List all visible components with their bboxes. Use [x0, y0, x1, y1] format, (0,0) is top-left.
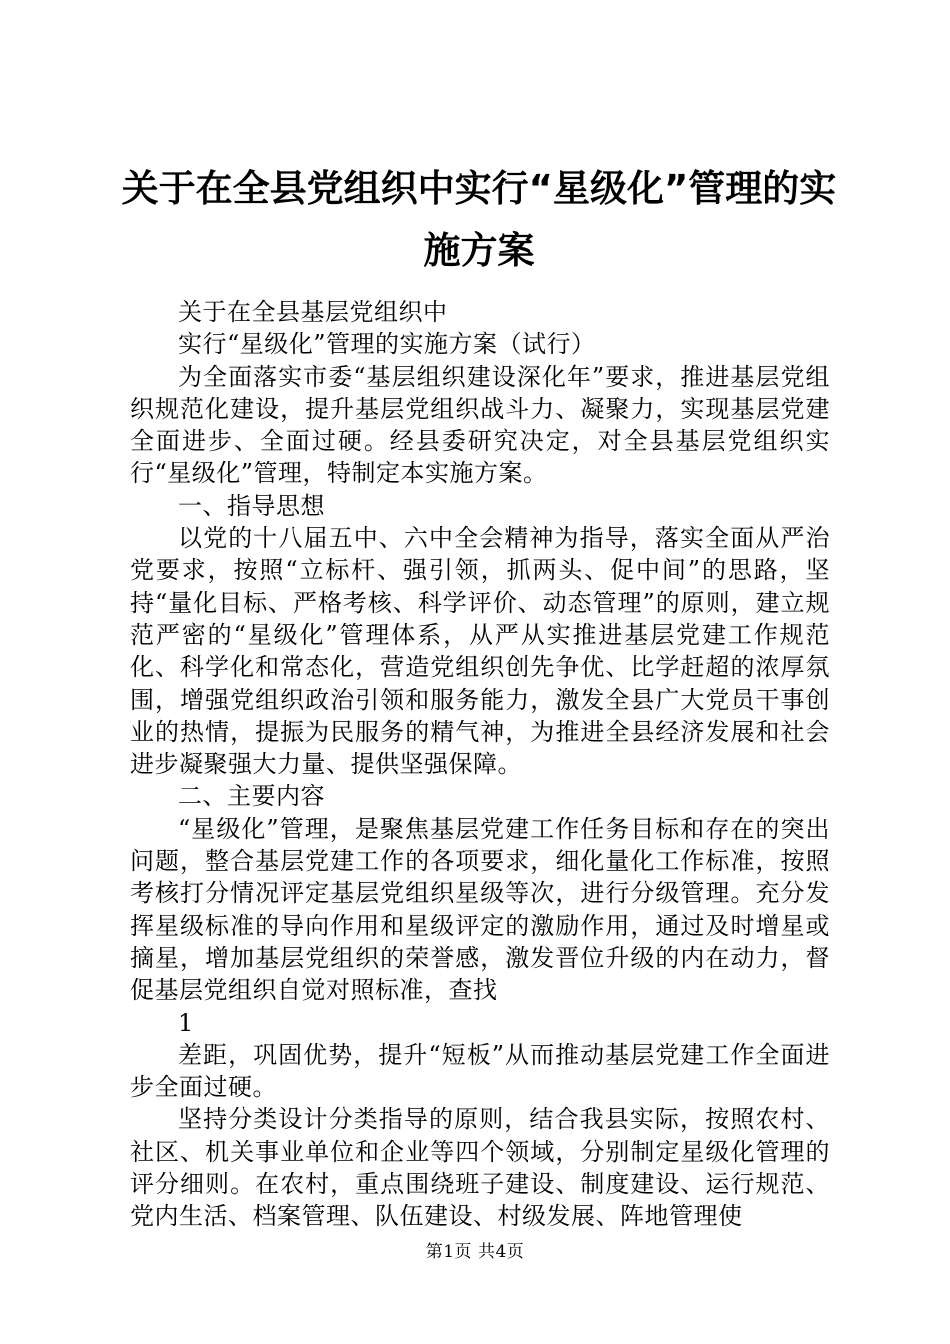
page-footer: 第1页 共4页 [425, 1242, 525, 1262]
paragraph: 差距，巩固优势，提升“短板”从而推动基层党建工作全面进步全面过硬。 [130, 1040, 830, 1102]
document-body [130, 296, 830, 1233]
paragraph: 关于在全县基层党组织中 [178, 298, 448, 326]
section-heading: 一、指导思想 [178, 491, 325, 520]
paragraph: “星级化”管理，是聚焦基层党建工作任务目标和存在的突出问题，整合基层党建工作的各项要求，细化量化工作标准，按照考核打分情况评定基层党组织星级等次，进行分级管理。充分发挥星级标准的导向作用和星级评定的激励作用，通过及时增星或摘星，增加基层党组织的荣誉感，激发晋位升级的内在动力，督促基层党组织自觉对照标准，查找 [130, 814, 830, 1005]
document-title: 关于在全县党组织中实行“星级化”管理的实施方案 [121, 167, 837, 272]
paragraph: 坚持分类设计分类指导的原则，结合我县实际，按照农村、社区、机关事业单位和企业等四个领域，分别制定星级化管理的评分细则。在农村，重点围绕班子建设、制度建设、运行规范、党内生活、档案管理、队伍建设、村级发展、阵地管理使 [130, 1105, 830, 1231]
paragraph: 实行“星级化”管理的实施方案（试行） [178, 330, 596, 359]
inline-page-number: 1 [178, 1008, 194, 1037]
section-heading: 二、主要内容 [178, 782, 325, 811]
paragraph: 为全面落实市委“基层组织建设深化年”要求，推进基层党组织规范化建设，提升基层党组织战斗力、凝聚力，实现基层党建全面进步、全面过硬。经县委研究决定，对全县基层党组织实行“星级化”管理，特制定本实施方案。 [130, 362, 830, 488]
paragraph: 以党的十八届五中、六中全会精神为指导，落实全面从严治党要求，按照“立标杆、强引领，抓两头、促中间”的思路，坚持“量化目标、严格考核、科学评价、动态管理”的原则，建立规范严密的“星级化”管理体系，从严从实推进基层党建工作规范化、科学化和常态化，营造党组织创先争优、比学赶超的浓厚氛围，增强党组织政治引领和服务能力，激发全县广大党员干事创业的热情，提振为民服务的精气神，为推进全县经济发展和社会进步凝聚强大力量、提供坚强保障。 [130, 524, 830, 779]
